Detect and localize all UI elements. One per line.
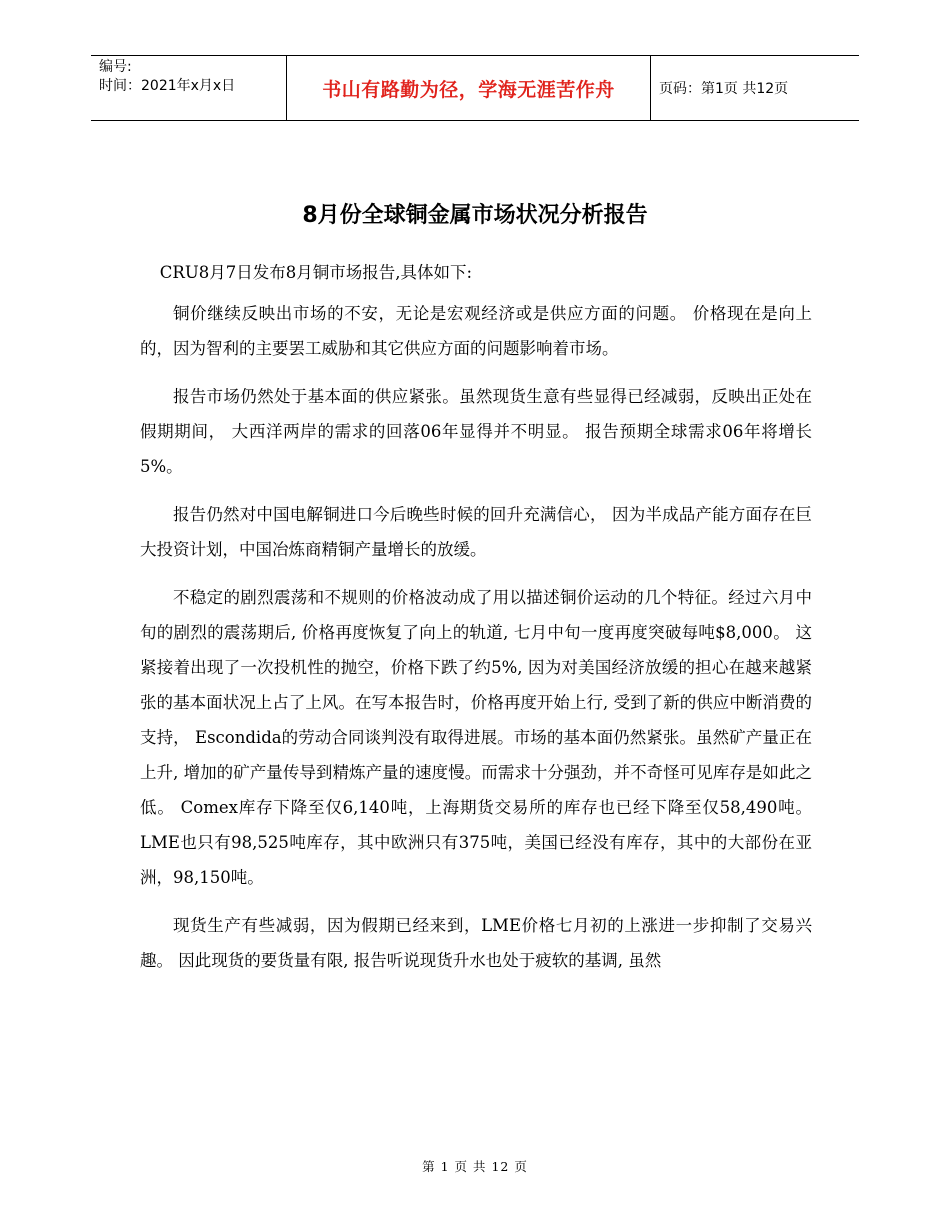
- header-meta-cell: [91, 56, 287, 120]
- page-header: [91, 55, 859, 121]
- paragraph: 报告市场仍然处于基本面的供应紧张。虽然现货生意有些显得已经减弱，反映出正处在假期期间， 大西洋两岸的需求的回落06年显得并不明显。 报告预期全球需求06年将增长5%。: [140, 387, 812, 476]
- paragraph: 报告仍然对中国电解铜进口今后晚些时候的回升充满信心， 因为半成品产能方面存在巨大投资计划，中国冶炼商精铜产量增长的放缓。: [140, 505, 812, 559]
- page-footer: 第 1 页 共 12 页: [422, 1159, 528, 1174]
- paragraph-intro: CRU8月7日发布8月铜市场报告,具体如下:: [159, 263, 473, 282]
- serial-number-label: 编号:: [99, 59, 132, 75]
- header-page-info: 页码：第1页 共12页: [659, 81, 789, 97]
- date-label: 时间：2021年x月x日: [99, 78, 236, 94]
- header-motto: 书山有路勤为径，学海无涯苦作舟: [322, 78, 615, 101]
- document-body: [140, 255, 812, 991]
- header-motto-cell: [287, 56, 651, 120]
- document-title: 8月份全球铜金属市场状况分析报告: [302, 203, 648, 228]
- paragraph: 不稳定的剧烈震荡和不规则的价格波动成了用以描述铜价运动的几个特征。经过六月中旬的剧烈的震荡期后, 价格再度恢复了向上的轨道, 七月中旬一度再度突破每吨$8,000。 这紧接着出现了一次投机性的抛空，价格下跌了约5%, 因为对美国经济放缓的担心在越来越紧张的基本面状况上占了上风。在写本报告时，价格再度开始上行, 受到了新的供应中断消费的支持， Escondida的劳动合同谈判没有取得进展。市场的基本面仍然紧张。虽然矿产量正在上升, 增加的矿产量传导到精炼产量的速度慢。而需求十分强劲，并不奇怪可见库存是如此之低。 Comex库存下降至仅6,140吨，上海期货交易所的库存也已经下降至仅58,490吨。 LME也只有98,525吨库存，其中欧洲只有375吨，美国已经没有库存，其中的大部份在亚洲，98,150吨。: [140, 588, 812, 887]
- header-page-cell: [651, 56, 859, 120]
- paragraph: 现货生产有些减弱，因为假期已经来到，LME价格七月初的上涨进一步抑制了交易兴趣。 因此现货的要货量有限, 报告听说现货升水也处于疲软的基调, 虽然: [140, 916, 812, 970]
- paragraph: 铜价继续反映出市场的不安，无论是宏观经济或是供应方面的问题。 价格现在是向上的，因为智利的主要罢工威胁和其它供应方面的问题影响着市场。: [140, 304, 812, 358]
